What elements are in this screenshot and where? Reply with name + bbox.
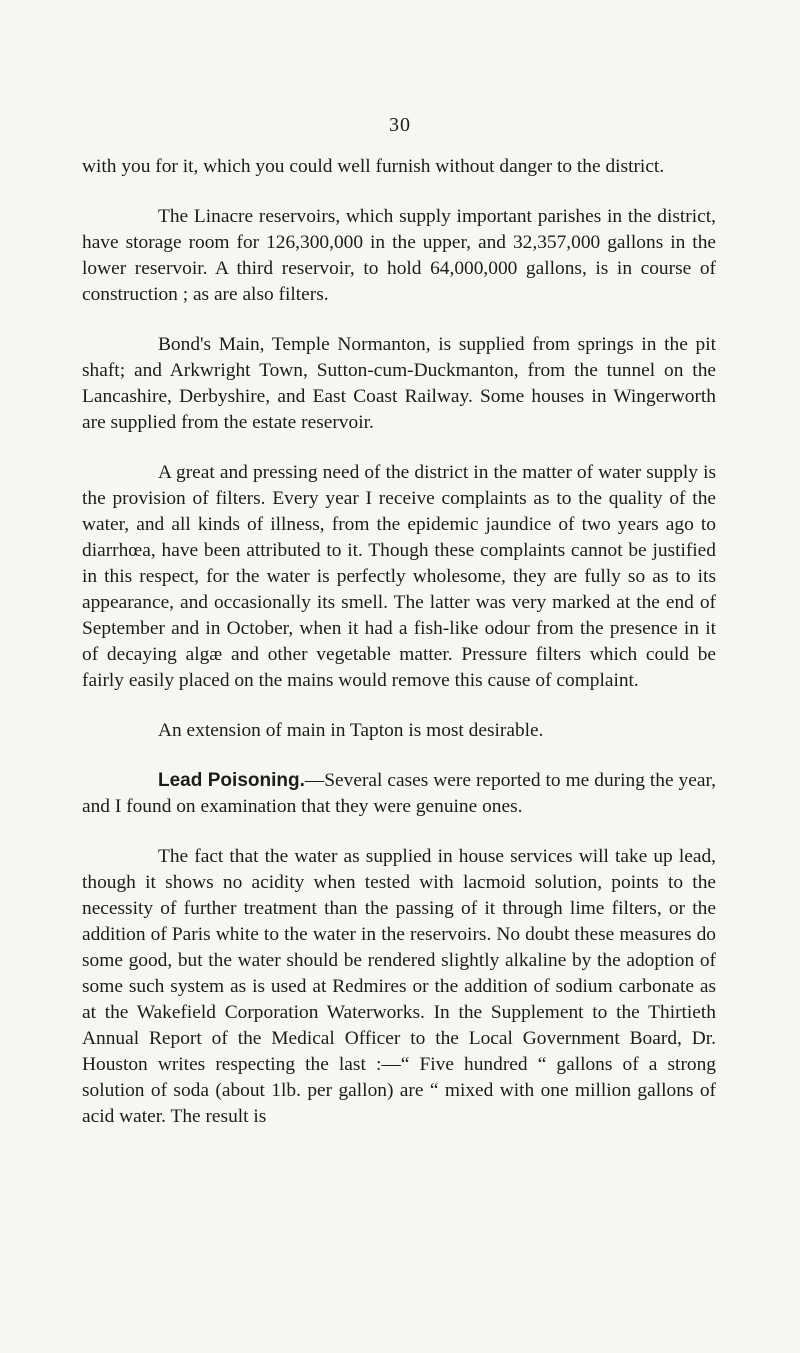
body-text [82,154,716,1154]
paragraph-linacre-reservoirs: The Linacre reservoirs, which supply important parishes in the district, have storage room for 126,300,000 in the upper, and 32,357,000 gallons in the lower reservoir. A third reservoir, to hold 64,000,000 gallons, is in course of construction ; as are also filters. [82,206,716,305]
paragraph-lead-poisoning [82,768,716,820]
paragraph-continuation: with you for it, which you could well furnish without danger to the district. [82,156,665,177]
page-number: 30 [389,114,411,136]
paragraph-water-treatment: The fact that the water as supplied in house services will take up lead, though it shows no acidity when tested with lacmoid solution, points to the necessity of further treatment than the passing of it through lime filters, or the addition of Paris white to the water in the reservoirs. No doubt these measures do some good, but the water should be rendered slightly alkaline by the adoption of some such system as is used at Redmires or the addition of sodium carbonate as at the Wakefield Corporation Waterworks. In the Supplement to the Thirtieth Annual Report of the Medical Officer to the Local Government Board, Dr. Houston writes respecting the last :—“ Five hundred “ gallons of a strong solution of soda (about 1lb. per gallon) are “ mixed with one million gallons of acid water. The result is [82,846,716,1127]
paragraph-bonds-main: Bond's Main, Temple Normanton, is supplied from springs in the pit shaft; and Arkwright Town, Sutton-cum-Duckmanton, from the tunnel on the Lancashire, Derbyshire, and East Coast Railway. Some houses in Wingerworth are supplied from the estate reservoir. [82,334,716,433]
section-heading-lead-poisoning: Lead Poisoning. [158,770,305,791]
paragraph-tapton-main: An extension of main in Tapton is most desirable. [158,720,544,741]
paragraph-filters-need: A great and pressing need of the district in the matter of water supply is the provision of filters. Every year I receive complaints as to the quality of the water, and all kinds of illness, from the epidemic jaundice of two years ago to diarrhœa, have been attributed to it. Though these complaints cannot be justified in this respect, for the water is perfectly wholesome, they are fully so as to its appearance, and occasionally its smell. The latter was very marked at the end of September and in October, when it had a fish-like odour from the presence in it of decaying algæ and other vegetable matter. Pressure filters which could be fairly easily placed on the mains would remove this cause of complaint. [82,462,716,691]
paragraph-lead-poisoning-text: —Several cases were reported to me during the year, and I found on examination that they were genuine ones. [82,770,716,817]
